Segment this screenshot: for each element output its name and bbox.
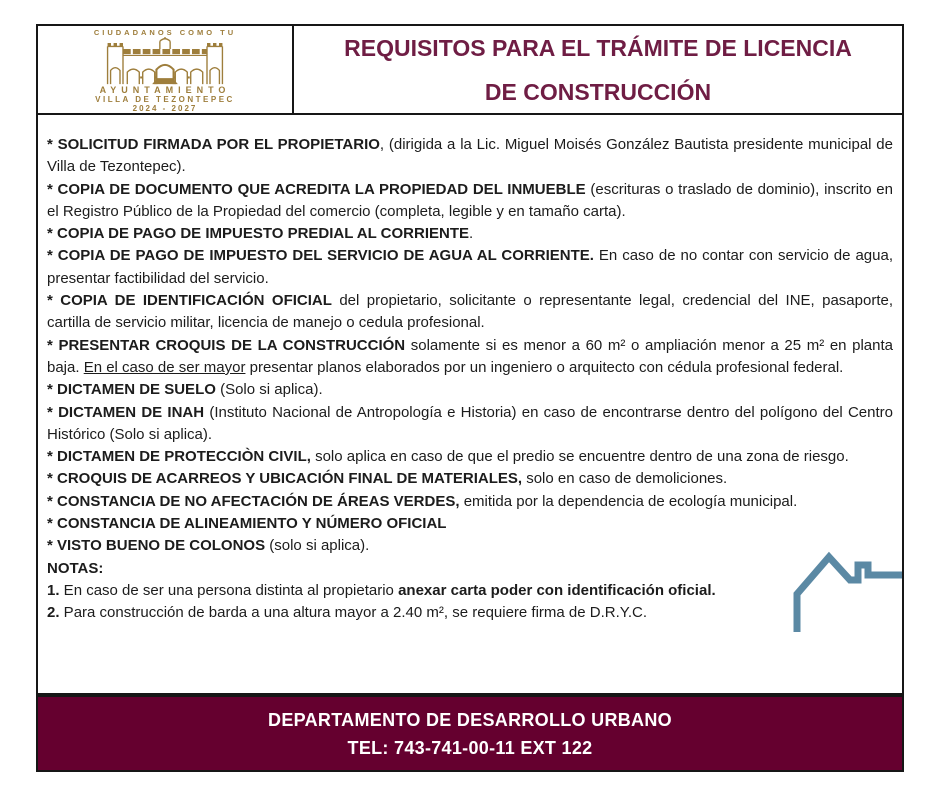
title-line-2: DE CONSTRUCCIÓN xyxy=(484,78,712,105)
requirement-item: * SOLICITUD FIRMADA POR EL PROPIETARIO, (dirigida a la Lic. Miguel Moisés González Bautista presidente municipal de Villa de Tezontepec). xyxy=(47,136,893,176)
note-item: 2. Para construcción de barda a una altura mayor a 2.40 m², se requiere firma de D.R.Y.C. xyxy=(47,604,648,622)
footer-department: DEPARTAMENTO DE DESARROLLO URBANO xyxy=(268,709,672,730)
requirement-item: * COPIA DE PAGO DE IMPUESTO DEL SERVICIO DE AGUA AL CORRIENTE. En caso de no contar con servicio de agua, presentar factibilidad del servicio. xyxy=(47,247,893,287)
requirement-item: * PRESENTAR CROQUIS DE LA CONSTRUCCIÓN solamente si es menor a 60 m² o ampliación menor a 25 m² en planta baja. En el caso de ser mayor presentar planos elaborados por un ingeniero o arquitecto con cédula profesional federal. xyxy=(47,336,893,376)
document-title xyxy=(294,26,902,113)
notes-heading: NOTAS: xyxy=(47,559,104,577)
requirement-item: * DICTAMEN DE INAH (Instituto Nacional de Antropología e Historia) en caso de encontrarse dentro del polígono del Centro Histórico (Solo si aplica). xyxy=(47,403,893,443)
note-item: 1. En caso de ser una persona distinta al propietario anexar carta poder con identificación oficial. xyxy=(47,581,716,599)
logo-slogan: CIUDADANOS COMO TU xyxy=(93,28,237,37)
logo-ayuntamiento: AYUNTAMIENTO xyxy=(99,85,231,95)
requirements-document xyxy=(36,24,904,772)
notes-list xyxy=(47,580,893,625)
requirement-item: * COPIA DE PAGO DE IMPUESTO PREDIAL AL CORRIENTE. xyxy=(47,225,474,243)
title-line-1: REQUISITOS PARA EL TRÁMITE DE LICENCIA xyxy=(344,34,852,61)
requirement-item: * CONSTANCIA DE ALINEAMIENTO Y NÚMERO OFICIAL xyxy=(47,515,447,533)
requirements-list xyxy=(47,134,893,558)
document-header xyxy=(36,24,904,115)
municipal-logo xyxy=(38,26,294,113)
logo-period: 2024 - 2027 xyxy=(132,104,198,113)
requirement-item: * DICTAMEN DE SUELO (Solo si aplica). xyxy=(47,381,323,399)
requirement-item: * VISTO BUENO DE COLONOS (solo si aplica). xyxy=(47,537,370,555)
document-footer xyxy=(36,695,904,772)
palace-icon xyxy=(99,37,231,85)
requirement-item: * CONSTANCIA DE NO AFECTACIÓN DE ÁREAS VERDES, emitida por la dependencia de ecología municipal. xyxy=(47,492,798,510)
requirement-item: * DICTAMEN DE PROTECCIÒN CIVIL, solo aplica en caso de que el predio se encuentre dentro de una zona de riesgo. xyxy=(47,448,849,466)
footer-phone: TEL: 743-741-00-11 EXT 122 xyxy=(347,737,593,758)
requirement-item: * CROQUIS DE ACARREOS Y UBICACIÓN FINAL DE MATERIALES, solo en caso de demoliciones. xyxy=(47,470,728,488)
requirement-item: * COPIA DE DOCUMENTO QUE ACREDITA LA PROPIEDAD DEL INMUEBLE (escrituras o traslado de dominio), inscrito en el Registro Público de la Propiedad del comercio (completa, legible y en tamaño carta). xyxy=(47,180,893,220)
logo-municipality: VILLA DE TEZONTEPEC xyxy=(95,95,235,104)
requirements-content xyxy=(36,115,904,695)
requirement-item: * COPIA DE IDENTIFICACIÓN OFICIAL del propietario, solicitante o representante legal, credencial del INE, pasaporte, cartilla de servicio militar, licencia de manejo o cedula profesional. xyxy=(47,292,893,332)
